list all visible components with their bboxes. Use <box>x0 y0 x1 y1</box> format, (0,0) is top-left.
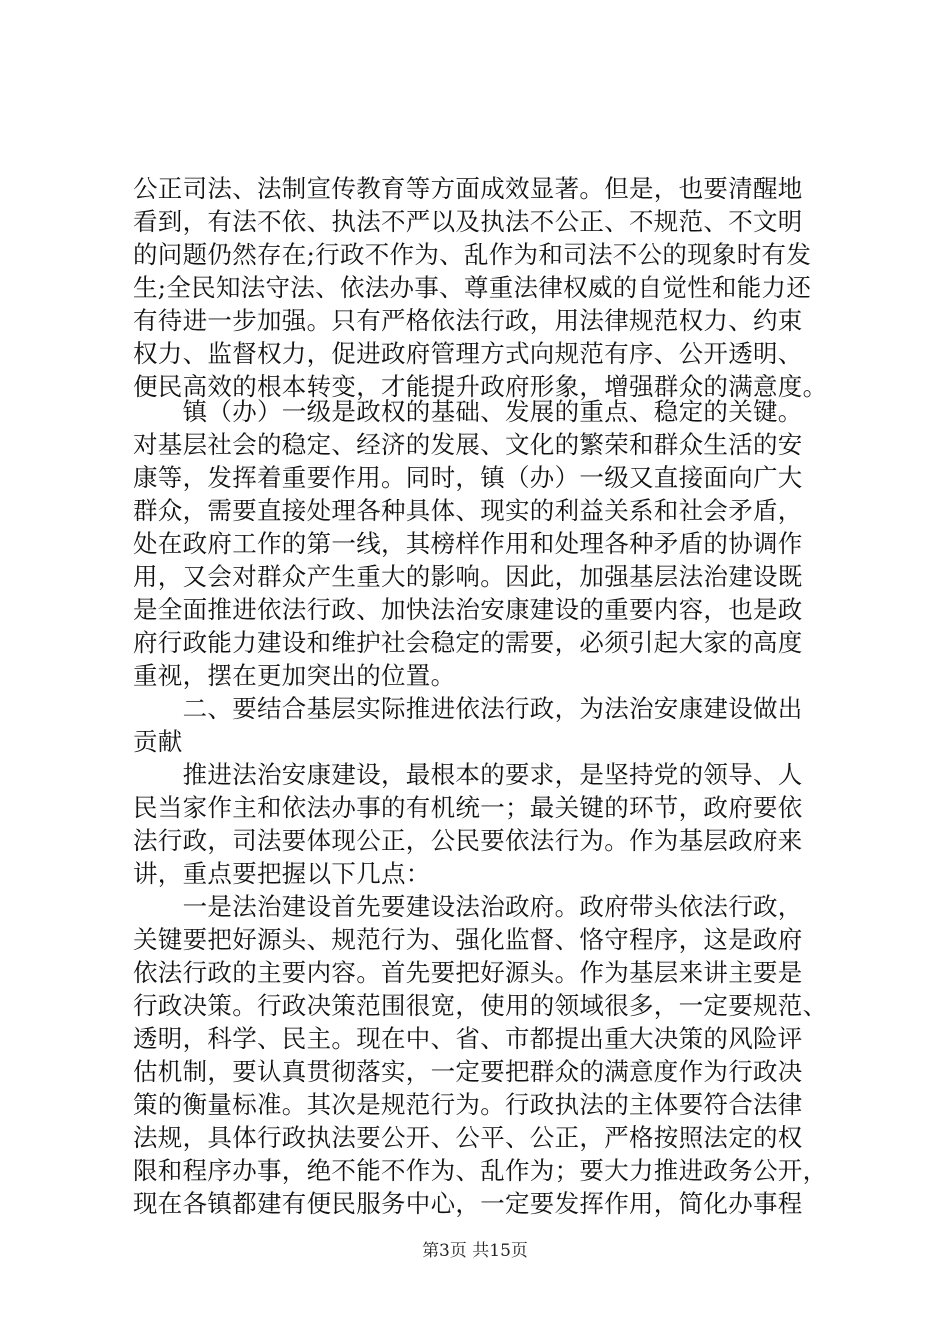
text-line: 是全面推进依法行政、加快法治安康建设的重要内容，也是政 <box>133 595 803 624</box>
text-line: 镇（办）一级是政权的基础、发展的重点、稳定的关键。 <box>133 397 803 426</box>
text-line: 便民高效的根本转变，才能提升政府形象，增强群众的满意度。 <box>133 372 828 401</box>
page-footer: 第3页 共15页 <box>422 1241 528 1261</box>
text-line: 处在政府工作的第一线，其榜样作用和处理各种矛盾的协调作 <box>133 529 803 558</box>
paragraph-block-main <box>133 395 833 1220</box>
text-line: 法规，具体行政执法要公开、公平、公正，严格按照法定的权 <box>133 1123 803 1152</box>
text-line: 有待进一步加强。只有严格依法行政，用法律规范权力、约束 <box>133 306 803 335</box>
text-line: 推进法治安康建设，最根本的要求，是坚持党的领导、人 <box>133 760 803 789</box>
text-line: 贡献 <box>133 727 183 756</box>
paragraph-block-top <box>133 172 833 403</box>
text-line: 依法行政的主要内容。首先要把好源头。作为基层来讲主要是 <box>133 958 803 987</box>
text-line: 生;全民知法守法、依法办事、尊重法律权威的自觉性和能力还 <box>133 273 812 302</box>
text-line: 对基层社会的稳定、经济的发展、文化的繁荣和群众生活的安 <box>133 430 803 459</box>
text-line: 策的衡量标准。其次是规范行为。行政执法的主体要符合法律 <box>133 1090 803 1119</box>
text-line: 权力、监督权力，促进政府管理方式向规范有序、公开透明、 <box>133 339 803 368</box>
text-line: 看到，有法不依、执法不严以及执法不公正、不规范、不文明 <box>133 207 803 236</box>
text-line: 讲，重点要把握以下几点： <box>133 859 431 888</box>
text-line: 行政决策。行政决策范围很宽，使用的领域很多，一定要规范、 <box>133 991 828 1020</box>
text-line: 民当家作主和依法办事的有机统一；最关键的环节，政府要依 <box>133 793 803 822</box>
text-line: 重视，摆在更加突出的位置。 <box>133 661 456 690</box>
text-line: 二、要结合基层实际推进依法行政，为法治安康建设做出 <box>133 694 803 723</box>
text-line: 估机制，要认真贯彻落实，一定要把群众的满意度作为行政决 <box>133 1057 803 1086</box>
text-line: 用，又会对群众产生重大的影响。因此，加强基层法治建设既 <box>133 562 803 591</box>
text-line: 群众，需要直接处理各种具体、现实的利益关系和社会矛盾， <box>133 496 803 525</box>
text-line: 透明，科学、民主。现在中、省、市都提出重大决策的风险评 <box>133 1024 803 1053</box>
text-line: 府行政能力建设和维护社会稳定的需要，必须引起大家的高度 <box>133 628 803 657</box>
text-line: 限和程序办事，绝不能不作为、乱作为；要大力推进政务公开， <box>133 1156 828 1185</box>
text-line: 一是法治建设首先要建设法治政府。政府带头依法行政， <box>133 892 803 921</box>
text-line: 法行政，司法要体现公正，公民要依法行为。作为基层政府来 <box>133 826 803 855</box>
text-line: 公正司法、法制宣传教育等方面成效显著。但是，也要清醒地 <box>133 174 803 203</box>
text-line: 现在各镇都建有便民服务中心，一定要发挥作用，简化办事程 <box>133 1189 803 1218</box>
text-line: 康等，发挥着重要作用。同时，镇（办）一级又直接面向广大 <box>133 463 803 492</box>
text-line: 的问题仍然存在;行政不作为、乱作为和司法不公的现象时有发 <box>133 240 812 269</box>
text-line: 关键要把好源头、规范行为、强化监督、恪守程序，这是政府 <box>133 925 803 954</box>
